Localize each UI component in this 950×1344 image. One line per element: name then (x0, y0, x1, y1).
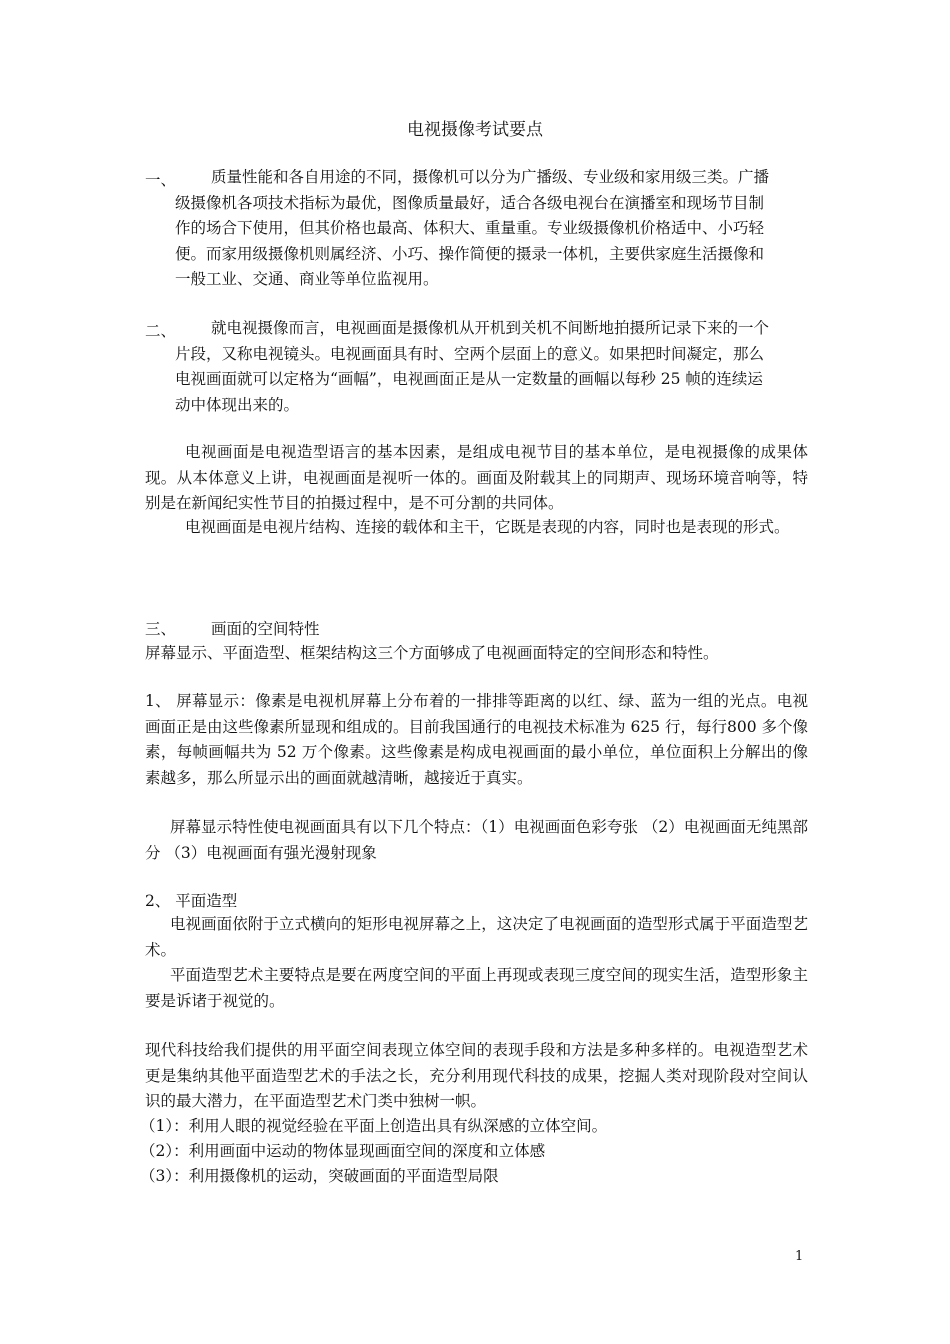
paragraph: 屏幕显示特性使电视画面具有以下几个特点：（1）电视画面色彩夸张 （2）电视画面无纯黑部分 （3）电视画面有强光漫射现象 (145, 818, 808, 862)
text-line: 级摄像机各项技术指标为最优，图像质量最好，适合各级电视台在演播室和现场节目制 (175, 193, 765, 212)
paragraph: 1、 屏幕显示：像素是电视机屏幕上分布着的一排排等距离的以红、绿、蓝为一组的光点。电视画面正是由这些像素所显现和组成的。目前我国通行的电视技术标准为 625 行，每行800 多个像素，每帧画幅共为 52 万个像素。这些像素是构成电视画面的最小单位，单位面积上分解出的像素越多，那么所显示出的画面就越清晰，越接近于真实。 (145, 692, 808, 787)
page-number: 1 (795, 1249, 804, 1264)
document-title: 电视摄像考试要点 (407, 120, 543, 140)
text-line: 质量性能和各自用途的不同，摄像机可以分为广播级、专业级和家用级三类。广播 (211, 168, 770, 186)
text-line: 一般工业、交通、商业等单位监视用。 (175, 270, 439, 289)
text-line: 作的场合下使用，但其价格也最高、体积大、重量重。专业级摄像机价格适中、小巧轻 (175, 219, 765, 238)
list-item: （3）：利用摄像机的运动，突破画面的平面造型局限 (140, 1167, 499, 1185)
list-item: （2）：利用画面中运动的物体显现画面空间的深度和立体感 (140, 1142, 546, 1160)
numbered-list (140, 1114, 607, 1189)
section-number-3: 三、 (145, 620, 177, 638)
section-1-body (175, 165, 808, 293)
paragraph: 屏幕显示、平面造型、框架结构这三个方面够成了电视画面特定的空间形态和特性。 (145, 644, 719, 662)
list-item: （1）：利用人眼的视觉经验在平面上创造出具有纵深感的立体空间。 (140, 1117, 608, 1135)
text-line: 便。而家用级摄像机则属经济、小巧、操作简便的摄录一体机，主要供家庭生活摄像和 (175, 244, 765, 263)
paragraph: 平面造型艺术主要特点是要在两度空间的平面上再现或表现三度空间的现实生活，造型形象主要是诉诸于视觉的。 (145, 966, 808, 1010)
section-number-1: 一、 (145, 171, 177, 189)
section-2-body (175, 316, 808, 418)
paragraph: 电视画面是电视片结构、连接的载体和主干，它既是表现的内容，同时也是表现的形式。 (185, 518, 790, 536)
section-3-title: 画面的空间特性 (211, 620, 320, 638)
section-number-2: 二、 (145, 322, 177, 340)
subsection-heading: 2、 平面造型 (145, 892, 238, 910)
paragraph: 电视画面依附于立式横向的矩形电视屏幕之上，这决定了电视画面的造型形式属于平面造型艺术。 (145, 915, 808, 959)
paragraph: 现代科技给我们提供的用平面空间表现立体空间的表现手段和方法是多种多样的。电视造型艺术更是集纳其他平面造型艺术的手法之长，充分利用现代科技的成果，挖掘人类对现阶段对空间认识的最大潜力，在平面造型艺术门类中独树一帜。 (145, 1041, 808, 1111)
text-line: 片段，又称电视镜头。电视画面具有时、空两个层面上的意义。如果把时间凝定，那么 (175, 344, 765, 363)
paragraph: 电视画面是电视造型语言的基本因素，是组成电视节目的基本单位，是电视摄像的成果体现。从本体意义上讲，电视画面是视听一体的。画面及附载其上的同期声、现场环境音响等，特别是在新闻纪实性节目的拍摄过程中，是不可分割的共同体。 (145, 443, 808, 513)
text-line: 电视画面就可以定格为“画幅”，电视画面正是从一定数量的画幅以每秒 25 帧的连续运 (175, 370, 763, 389)
text-line: 就电视摄像而言，电视画面是摄像机从开机到关机不间断地拍摄所记录下来的一个 (211, 319, 770, 337)
text-line: 动中体现出来的。 (175, 395, 300, 414)
